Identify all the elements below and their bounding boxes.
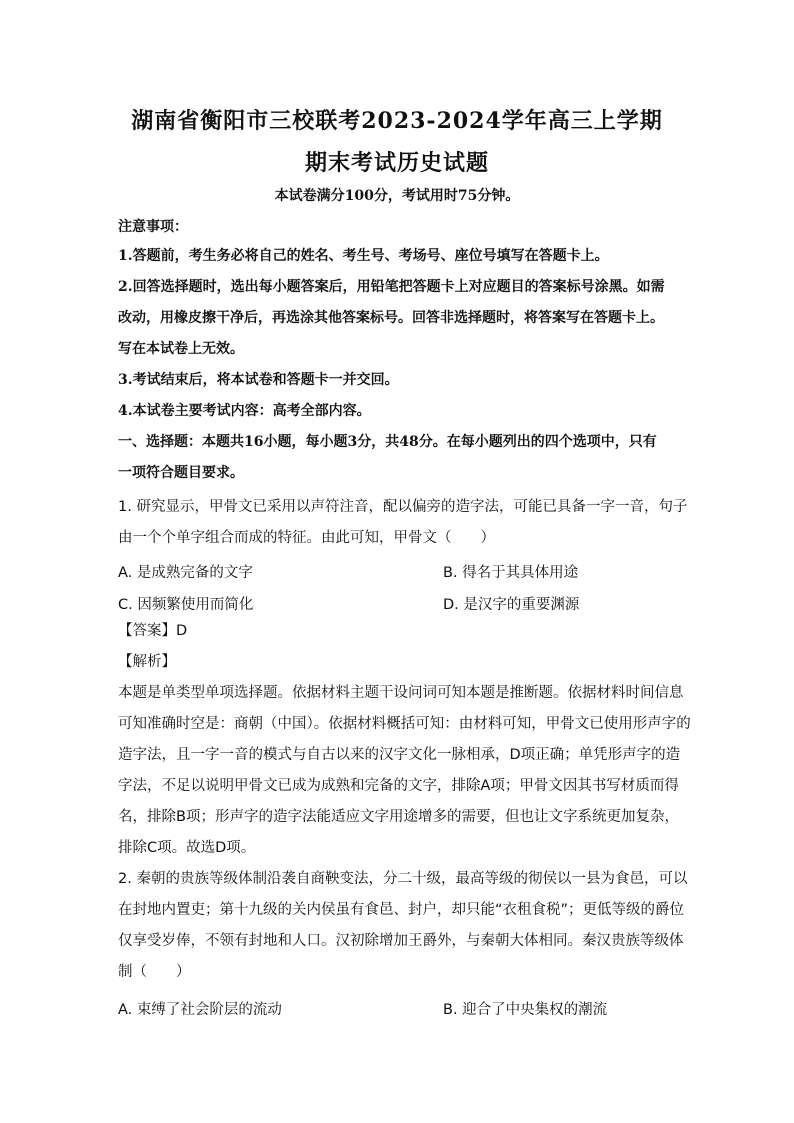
note-line: 1.答题前，考生务必将自己的姓名、考生号、考场号、座位号填写在答题卡上。	[118, 248, 609, 264]
analysis-line: 名，排除B项；形声字的造字法能适应文字用途增多的需要，但也让文字系统更加复杂，	[118, 809, 679, 825]
q1-option-c: C. 因频繁使用而简化	[118, 597, 254, 613]
note-line: 4.本试卷主要考试内容：高考全部内容。	[118, 403, 371, 419]
analysis-line: 排除C项。故选D项。	[118, 840, 256, 856]
stem-line: 在封地内置吏；第十九级的关内侯虽有食邑、封户，却只能“衣租食税”；更低等级的爵位	[118, 902, 685, 918]
stem-line: 1. 研究显示，甲骨文已采用以声符注音，配以偏旁的造字法，可能已具备一字一音，句子	[118, 499, 688, 515]
note-line: 改动，用橡皮擦干净后，再选涂其他答案标号。回答非选择题时，将答案写在答题卡上。	[118, 310, 664, 326]
q1-answer-block	[118, 616, 691, 864]
note-line: 写在本试卷上无效。	[118, 341, 244, 357]
q1-option-d: D. 是汉字的重要渊源	[443, 597, 580, 613]
analysis-line: 本题是单类型单项选择题。依据材料主题干设问词可知本题是推断题。依据材料时间信息	[118, 685, 684, 701]
stem-line: 由一个个单字组合而成的特征。由此可知，甲骨文（ ）	[118, 530, 495, 546]
question-2-stem	[118, 864, 688, 988]
exam-title-line2: 期末考试历史试题	[304, 150, 489, 176]
exam-title-line1: 湖南省衡阳市三校联考2023-2024学年高三上学期	[131, 108, 663, 134]
analysis-line: 造字法，且一字一音的模式与自古以来的汉字文化一脉相承，D项正确；单凭形声字的造	[118, 747, 681, 763]
exam-subtitle: 本试卷满分100分，考试用时75分钟。	[274, 188, 520, 204]
section-heading-line1: 一、选择题：本题共16小题，每小题3分，共48分。在每小题列出的四个选项中，只有	[118, 434, 657, 450]
note-line: 2.回答选择题时，选出每小题答案后，用铅笔把答题卡上对应题目的答案标号涂黑。如需	[118, 279, 665, 295]
analysis-line: 可知准确时空是：商朝（中国）。依据材料概括可知：由材料可知，甲骨文已使用形声字的	[118, 716, 691, 732]
notes-heading: 注意事项：	[118, 219, 188, 235]
stem-line: 2. 秦朝的贵族等级体制沿袭自商鞅变法，分二十级，最高等级的彻侯以一县为食邑，可以	[118, 871, 688, 887]
q1-analysis-label: 【解析】	[118, 654, 176, 670]
analysis-line: 字法，不足以说明甲骨文已成为成熟和完备的文字，排除A项；甲骨文因其书写材质而得	[118, 778, 679, 794]
notes-block	[118, 241, 678, 489]
q2-option-b: B. 迎合了中央集权的潮流	[443, 1002, 608, 1018]
question-1-stem	[118, 492, 688, 554]
q1-answer: 【答案】D	[118, 623, 188, 639]
stem-line: 制（ ）	[118, 964, 191, 980]
q2-option-a: A. 束缚了社会阶层的流动	[118, 1002, 282, 1018]
note-line: 3.考试结束后，将本试卷和答题卡一并交回。	[118, 372, 399, 388]
q1-option-a: A. 是成熟完备的文字	[118, 565, 253, 581]
section-heading-line2: 一项符合题目要求。	[118, 465, 244, 481]
stem-line: 仅享受岁俸，不领有封地和人口。汉初除增加王爵外，与秦朝大体相同。秦汉贵族等级体	[118, 933, 684, 949]
q1-option-b: B. 得名于其具体用途	[443, 565, 579, 581]
